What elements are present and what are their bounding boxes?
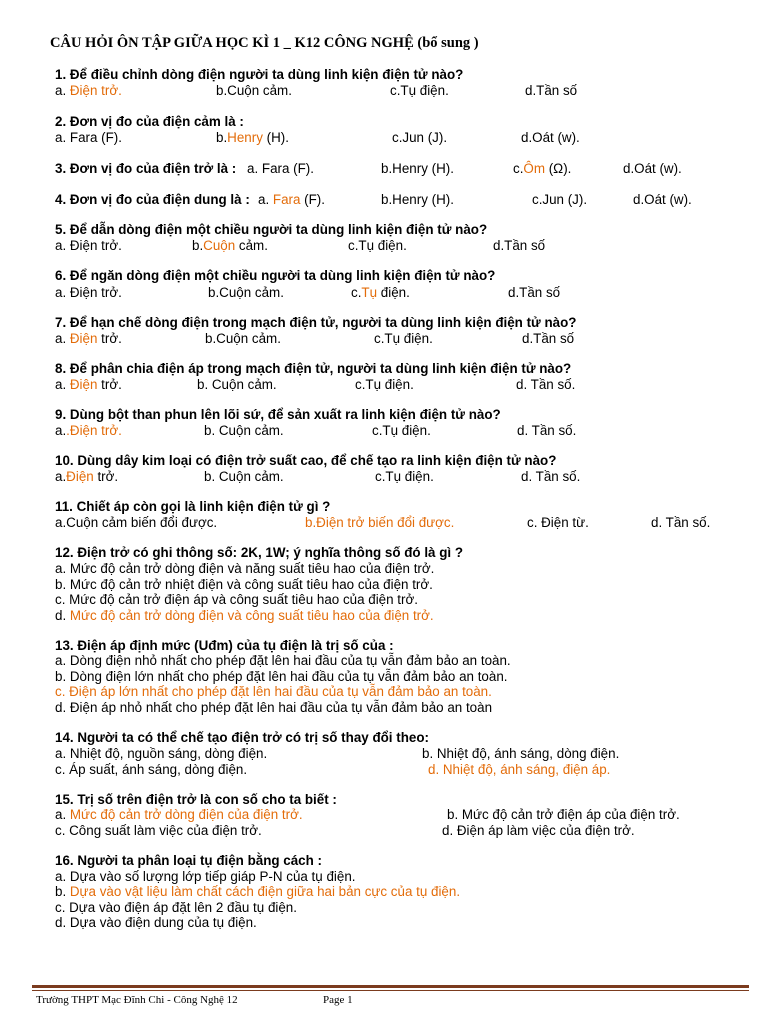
footer <box>36 994 353 1006</box>
option-a-label: a. <box>55 377 70 392</box>
option-b-rest: cảm. <box>235 238 268 253</box>
option-d: d. Tần số. <box>516 377 576 392</box>
question-5: 5. Để dẫn dòng điện một chiều người ta dùng linh kiện điện tử nào? <box>55 222 488 237</box>
option-a-answer: Điện <box>69 331 98 346</box>
option-a-label: a. <box>258 192 273 207</box>
option-d-label: d. <box>55 608 70 623</box>
option-b-label: b. <box>55 884 70 899</box>
option-d: d. Dựa vào điện dung của tụ điện. <box>55 915 257 930</box>
option-b: b.Cuộn cảm. <box>208 285 284 300</box>
question-15-options-ab <box>55 807 745 823</box>
option-d: d.Oát (w). <box>633 192 692 207</box>
option-c: c.Tụ điện. <box>348 238 407 253</box>
option-b-answer: Henry <box>227 130 263 145</box>
option-a-answer: .Điện trở. <box>66 423 122 438</box>
option-c: c. Dựa vào điện áp đặt lên 2 đầu tụ điện. <box>55 900 297 915</box>
option-a <box>258 192 325 208</box>
question-7: 7. Để hạn chế dòng điện trong mạch điện tử, người ta dùng linh kiện điện tử nào? <box>55 315 577 330</box>
option-a <box>55 469 118 485</box>
option-c: c. Điện áp lớn nhất cho phép đặt lên hai đầu của tụ vẫn đảm bảo an toàn. <box>55 684 492 699</box>
option-c-answer: Tụ <box>361 285 378 300</box>
option-a-answer: Điện trở. <box>69 83 122 98</box>
option-d: d. Tần số. <box>651 515 711 530</box>
option-b: b.Cuộn cảm. <box>205 331 281 346</box>
option-b: b. Cuộn cảm. <box>204 423 284 438</box>
option-a-label: a. <box>55 469 67 484</box>
question-15-options-cd <box>55 823 745 839</box>
option-a-rest: trở. <box>97 377 122 392</box>
option-a-label: a. <box>55 83 70 98</box>
question-13: 13. Điện áp định mức (Uđm) của tụ điện là trị số của : <box>55 638 394 653</box>
option-c: c.Jun (J). <box>392 130 448 145</box>
option-c <box>513 161 571 177</box>
option-b: b.Henry (H). <box>381 192 454 207</box>
option-a <box>55 423 122 439</box>
option-d <box>55 608 434 624</box>
question-15: 15. Trị số trên điện trở là con số cho ta biết : <box>55 792 337 807</box>
option-d: d. Điện áp nhỏ nhất cho phép đặt lên hai đầu của tụ vẫn đảm bảo an toàn <box>55 700 493 715</box>
option-b: b.Điện trở biến đổi được. <box>305 515 455 530</box>
question-14-options-cd <box>55 762 745 778</box>
option-d: d. Tần số. <box>521 469 581 484</box>
option-a: a. Điện trở. <box>55 285 122 300</box>
option-a: a. Nhiệt độ, nguồn sáng, dòng điện. <box>55 746 268 761</box>
option-b: b. Cuộn cảm. <box>197 377 277 392</box>
option-a-answer: Điện <box>69 377 98 392</box>
option-c: c.Tụ điện. <box>390 83 449 98</box>
option-d: d. Tần số. <box>517 423 577 438</box>
option-c: c. Công suất làm việc của điện trở. <box>55 823 262 838</box>
question-9: 9. Dùng bột than phun lên lõi sứ, để sản xuất ra linh kiện điện tử nào? <box>55 407 501 422</box>
question-3: 3. Đơn vị đo của điện trở là : <box>55 161 237 176</box>
option-a <box>55 377 122 393</box>
option-a-answer: Fara <box>272 192 301 207</box>
option-b-answer: Dựa vào vật liệu làm chất cách điện giữa hai bản cực của tụ điện. <box>69 884 461 899</box>
option-b <box>216 130 289 146</box>
option-a-label: a. <box>55 423 67 438</box>
question-10: 10. Dùng dây kim loại có điện trở suất cao, để chế tạo ra linh kiện điện tử nào? <box>55 453 557 468</box>
option-a-answer: Mức độ cản trở dòng điện của điện trở. <box>69 807 303 822</box>
question-6: 6. Để ngăn dòng điện một chiều người ta dùng linh kiện điện tử nào? <box>55 268 496 283</box>
option-c-label: c. <box>351 285 362 300</box>
option-b: b. Mức độ cản trở điện áp của điện trở. <box>447 807 680 822</box>
option-b <box>55 884 460 900</box>
option-a-rest: (F). <box>300 192 325 207</box>
question-2-options <box>55 130 745 146</box>
option-c-label: c. <box>513 161 524 176</box>
question-6-options <box>55 285 745 301</box>
question-16: 16. Người ta phân loại tụ điện bằng cách : <box>55 853 322 868</box>
page-number: Page 1 <box>323 994 353 1006</box>
option-c: c.Tụ điện. <box>372 423 431 438</box>
option-b: b. Nhiệt độ, ánh sáng, dòng điện. <box>422 746 620 761</box>
question-3-line <box>55 161 745 177</box>
footer-rule-thin <box>32 990 749 991</box>
option-d: d.Tần số <box>508 285 561 300</box>
option-b: b. Cuộn cảm. <box>204 469 284 484</box>
option-d: d.Oát (w). <box>623 161 682 176</box>
option-a: a. Mức độ cản trở dòng điện và năng suất tiêu hao của điện trở. <box>55 561 435 576</box>
option-d-answer: Mức độ cản trở dòng điện và công suất tiêu hao của điện trở. <box>69 608 434 623</box>
question-9-options <box>55 423 745 439</box>
question-1: 1. Để điều chỉnh dòng điện người ta dùng linh kiện điện tử nào? <box>55 67 464 82</box>
option-b: b.Cuộn cảm. <box>216 83 292 98</box>
question-2: 2. Đơn vị đo của điện cảm là : <box>55 114 244 129</box>
question-1-options <box>55 83 745 99</box>
option-a-label: a. <box>55 331 70 346</box>
option-c-rest: (Ω). <box>545 161 572 176</box>
option-a: a. Fara (F). <box>55 130 122 145</box>
option-b: b. Mức độ cản trở nhiệt điện và công suất tiêu hao của điện trở. <box>55 577 433 592</box>
option-a-answer: Điện <box>66 469 94 484</box>
option-c: c.Tụ điện. <box>355 377 414 392</box>
question-4: 4. Đơn vị đo của điện dung là : <box>55 192 250 207</box>
option-c: c.Tụ điện. <box>374 331 433 346</box>
option-c: c. Điện từ. <box>527 515 589 530</box>
option-a <box>55 83 122 99</box>
option-d: d.Tần số <box>522 331 575 346</box>
question-4-line <box>55 192 745 208</box>
question-12: 12. Điện trở có ghi thông số: 2K, 1W; ý nghĩa thông số đó là gì ? <box>55 545 464 560</box>
option-a: a. Fara (F). <box>247 161 314 176</box>
option-a-rest: trở. <box>97 331 122 346</box>
option-c: c. Áp suất, ánh sáng, dòng điện. <box>55 762 248 777</box>
option-c <box>351 285 410 301</box>
question-7-options <box>55 331 745 347</box>
option-b: b.Henry (H). <box>381 161 454 176</box>
option-c-answer: Ôm <box>523 161 545 176</box>
question-14: 14. Người ta có thể chế tạo điện trở có trị số thay đổi theo: <box>55 730 429 745</box>
option-a-label: a. <box>55 807 70 822</box>
option-d: d.Oát (w). <box>521 130 580 145</box>
question-11: 11. Chiết áp còn gọi là linh kiện điện tử gì ? <box>55 499 331 514</box>
question-8: 8. Để phân chia điện áp trong mạch điện tử, người ta dùng linh kiện điện tử nào? <box>55 361 572 376</box>
option-b-answer: Cuộn <box>203 238 236 253</box>
question-8-options <box>55 377 745 393</box>
option-d: d. Nhiệt độ, ánh sáng, điện áp. <box>428 762 611 777</box>
option-a: a. Điện trở. <box>55 238 122 253</box>
option-b <box>192 238 268 254</box>
option-b: b. Dòng điện lớn nhất cho phép đặt lên hai đầu của tụ vẫn đảm bảo an toàn. <box>55 669 508 684</box>
footer-rule-thick <box>32 985 749 988</box>
question-11-options <box>55 515 745 531</box>
option-a-rest: trở. <box>93 469 119 484</box>
option-b-label: b. <box>216 130 228 145</box>
option-d: d.Tần số <box>525 83 578 98</box>
document-title: CÂU HỎI ÔN TẬP GIỮA HỌC KÌ 1 _ K12 CÔNG NGHỆ (bổ sung ) <box>50 35 479 51</box>
option-c-rest: điện. <box>377 285 410 300</box>
option-c: c. Mức độ cản trở điện áp và công suất tiêu hao của điện trở. <box>55 592 418 607</box>
option-d: d. Điện áp làm việc của điện trở. <box>442 823 635 838</box>
option-a: a.Cuộn cảm biến đổi được. <box>55 515 218 530</box>
option-a <box>55 331 122 347</box>
question-10-options <box>55 469 745 485</box>
option-b-rest: (H). <box>262 130 289 145</box>
footer-school: Trường THPT Mạc Đĩnh Chi - Công Nghệ 12 <box>36 994 238 1006</box>
option-c: c.Tụ điện. <box>375 469 434 484</box>
question-14-options-ab <box>55 746 745 762</box>
option-a: a. Dòng điện nhỏ nhất cho phép đặt lên hai đầu của tụ vẫn đảm bảo an toàn. <box>55 653 511 668</box>
option-d: d.Tần số <box>493 238 546 253</box>
option-a <box>55 807 303 823</box>
option-a: a. Dựa vào số lượng lớp tiếp giáp P-N của tụ điện. <box>55 869 356 884</box>
question-5-options <box>55 238 745 254</box>
option-b-label: b. <box>192 238 204 253</box>
option-c: c.Jun (J). <box>532 192 588 207</box>
